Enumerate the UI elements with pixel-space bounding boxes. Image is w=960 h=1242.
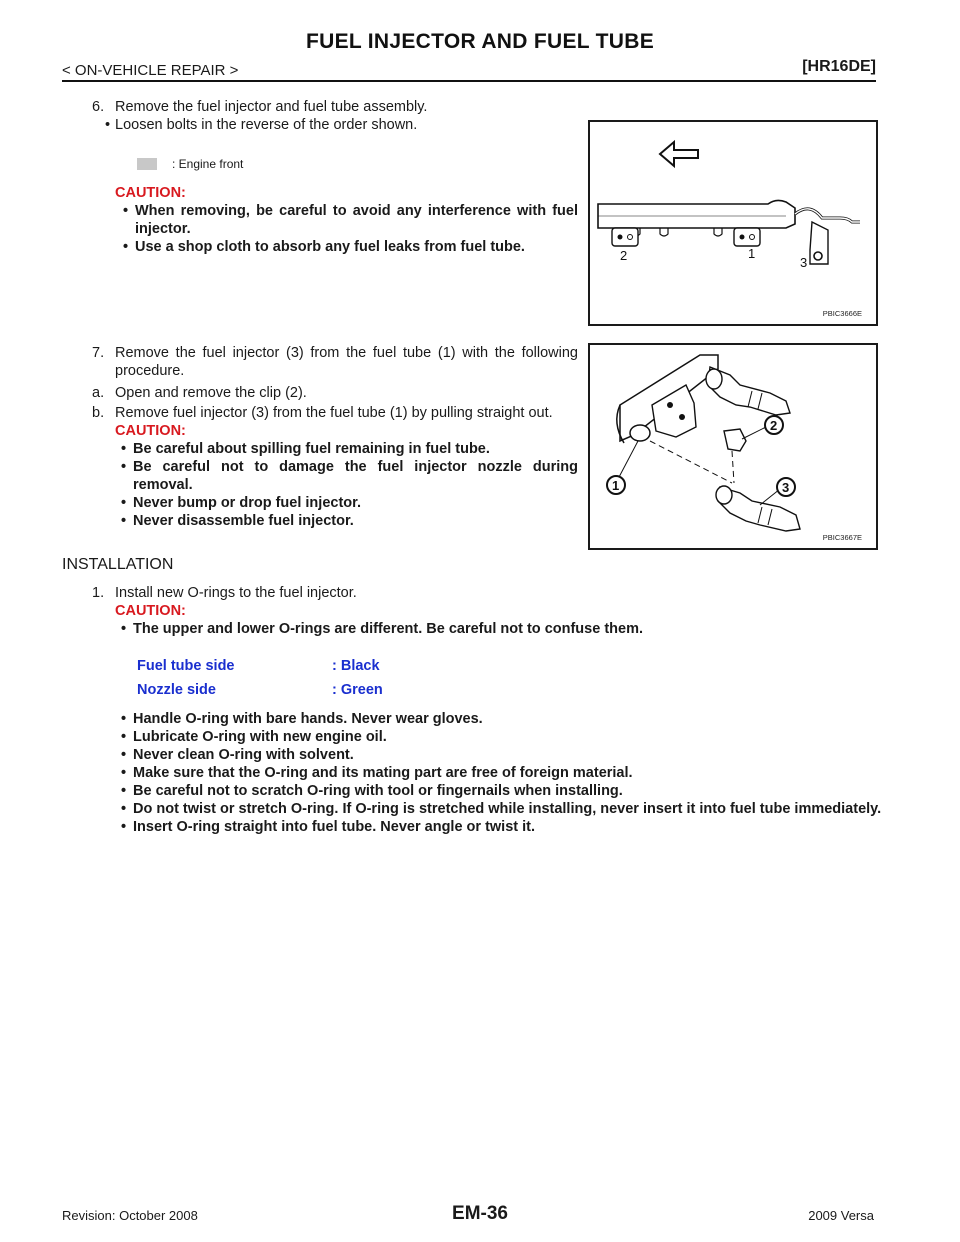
- caution-item: • Never disassemble fuel injector.: [113, 512, 578, 530]
- fuel-tube-body: [598, 200, 795, 228]
- caution-item: • Use a shop cloth to absorb any fuel leaks from fuel tube.: [115, 238, 578, 256]
- install-step-1-text: Install new O-rings to the fuel injector.: [115, 585, 357, 601]
- step-7b: [92, 404, 578, 530]
- vehicle-model: 2009 Versa: [808, 1208, 874, 1223]
- caution-label: CAUTION:: [115, 185, 186, 201]
- caution-item: • Be careful about spilling fuel remaining in fuel tube.: [113, 440, 578, 458]
- engine-front-legend: : Engine front: [172, 157, 244, 171]
- caution-item: • Never bump or drop fuel injector.: [113, 494, 578, 512]
- figure1-label-2: 2: [620, 248, 628, 263]
- engine-front-swatch: [137, 158, 157, 170]
- spec-value-fuel-tube-side: : Black: [332, 658, 380, 674]
- caution-item: • When removing, be careful to avoid any interference with fuel injector.: [115, 202, 578, 238]
- step-7a-letter: a.: [92, 385, 105, 401]
- figure2-label-1: 1: [612, 478, 620, 493]
- figure2-label-2: 2: [770, 418, 778, 433]
- step-6-caution-block: [115, 184, 578, 256]
- step-7a: [92, 384, 578, 402]
- clip-part: [724, 429, 746, 451]
- spec-label-fuel-tube-side: Fuel tube side: [137, 658, 235, 674]
- injector-removal-illustration: [590, 345, 876, 548]
- caution-item: • Make sure that the O-ring and its mating part are free of foreign material.: [113, 764, 883, 782]
- step-7: [92, 344, 578, 380]
- install-caution-first: [113, 620, 882, 638]
- install-step-1-number: 1.: [92, 585, 105, 601]
- bracket-3: [810, 222, 828, 264]
- figure1-label-3: 3: [800, 255, 808, 270]
- step-6-bullet: • Loosen bolts in the reverse of the order shown.: [97, 116, 582, 134]
- step-7-text: Remove the fuel injector (3) from the fuel tube (1) with the following procedure.: [115, 345, 578, 379]
- engine-front-arrow-icon: [660, 142, 698, 166]
- bracket-right: [734, 228, 760, 246]
- bracket-left: [612, 228, 638, 246]
- caution-item: • Do not twist or stretch O-ring. If O-ring is stretched while installing, never insert it into fuel tube immediately.: [113, 800, 883, 818]
- caution-item: • The upper and lower O-rings are different. Be careful not to confuse them.: [113, 620, 882, 638]
- fuel-tube-illustration: [590, 122, 876, 324]
- step-7-number: 7.: [92, 345, 105, 361]
- step-6-caution-list: [115, 202, 578, 256]
- install-caution-list: [113, 710, 883, 836]
- caution-item: • Insert O-ring straight into fuel tube. Never angle or twist it.: [113, 818, 883, 836]
- step-6: [92, 98, 582, 134]
- figure-2-id: PBIC3667E: [822, 533, 862, 542]
- step-6-text: Remove the fuel injector and fuel tube assembly.: [115, 99, 428, 115]
- caution-item: • Never clean O-ring with solvent.: [113, 746, 883, 764]
- caution-label: CAUTION:: [115, 603, 186, 619]
- install-step-1: [92, 584, 882, 638]
- header-divider: [62, 80, 876, 82]
- section-heading: INSTALLATION: [62, 556, 174, 573]
- step-7a-text: Open and remove the clip (2).: [115, 385, 307, 401]
- caution-item: • Handle O-ring with bare hands. Never wear gloves.: [113, 710, 883, 728]
- figure-injector-removal: [588, 343, 878, 550]
- step-7b-text: Remove fuel injector (3) from the fuel tube (1) by pulling straight out.: [115, 405, 553, 421]
- page-number: EM-36: [452, 1203, 508, 1224]
- breadcrumb: < ON-VEHICLE REPAIR >: [62, 62, 239, 79]
- caution-item: • Be careful not to damage the fuel injector nozzle during removal.: [113, 458, 578, 494]
- step-7b-letter: b.: [92, 405, 105, 421]
- step-6-number: 6.: [92, 99, 105, 115]
- step-7-caution-list: [113, 440, 578, 530]
- model-code: [HR16DE]: [802, 58, 876, 75]
- spec-label-nozzle-side: Nozzle side: [137, 682, 216, 698]
- caution-item: • Be careful not to scratch O-ring with tool or fingernails when installing.: [113, 782, 883, 800]
- caution-item: • Lubricate O-ring with new engine oil.: [113, 728, 883, 746]
- install-caution-block: [113, 710, 883, 836]
- page-title: FUEL INJECTOR AND FUEL TUBE: [305, 30, 655, 53]
- spec-value-nozzle-side: : Green: [332, 682, 383, 698]
- step-6-bullets: [92, 116, 582, 134]
- figure1-label-1: 1: [748, 246, 756, 261]
- figure2-label-3: 3: [782, 480, 790, 495]
- revision-date: Revision: October 2008: [62, 1208, 198, 1223]
- figure-fuel-tube-assembly: [588, 120, 878, 326]
- figure-1-id: PBIC3666E: [822, 309, 862, 318]
- caution-label: CAUTION:: [115, 423, 186, 439]
